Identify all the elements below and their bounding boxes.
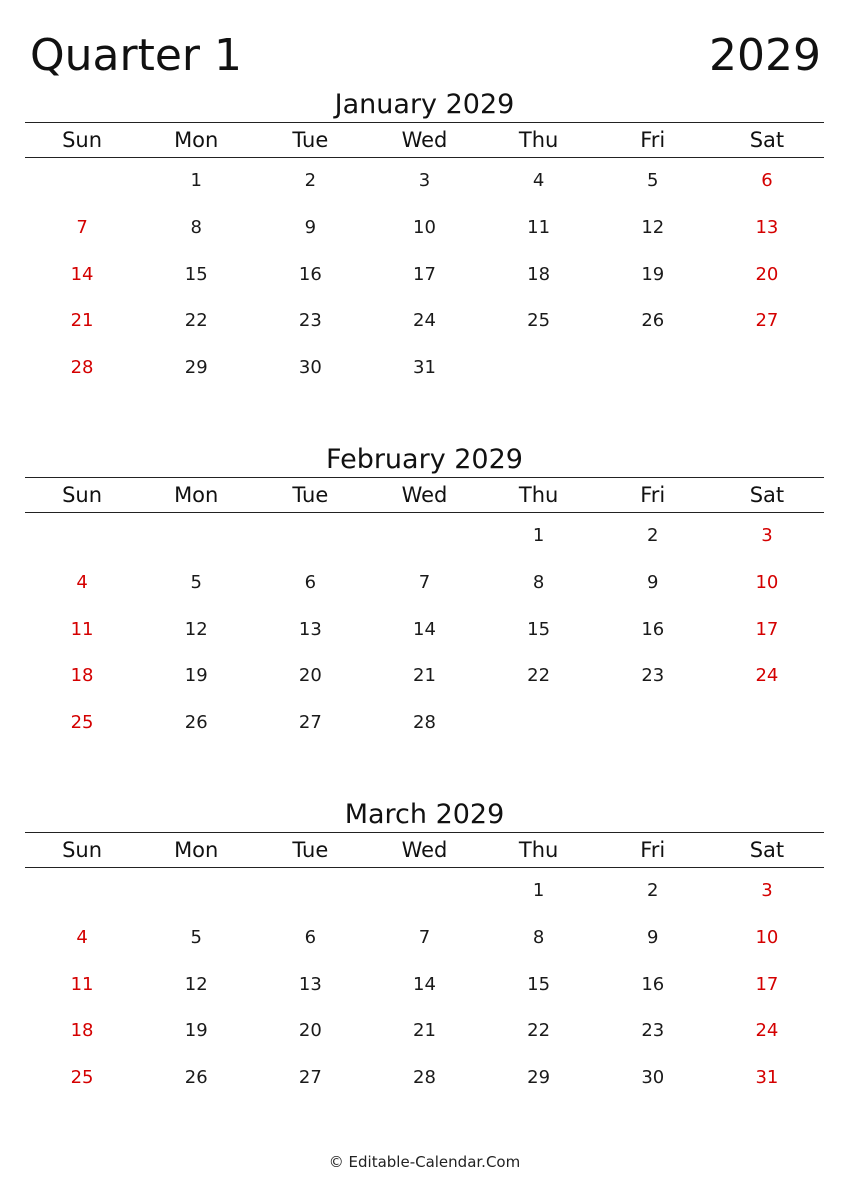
month-january: [25, 88, 824, 392]
month-february: [25, 443, 824, 747]
empty-day-cell: [253, 513, 367, 560]
day-cell: 26: [184, 712, 208, 734]
day-cell: 18: [70, 665, 94, 687]
day-cell: 29: [184, 357, 208, 379]
day-cell: 31: [413, 357, 436, 379]
weekday-sat: Sat: [749, 838, 785, 862]
empty-day-cell: [25, 158, 139, 205]
day-cell: 27: [298, 1067, 322, 1089]
day-cell: 12: [641, 216, 665, 238]
day-cell: 5: [647, 170, 659, 191]
day-cell: 11: [527, 216, 551, 238]
empty-day-cell: [253, 868, 367, 915]
day-cell: 23: [298, 310, 322, 332]
month-title: February 2029: [326, 444, 523, 475]
day-cell: 6: [761, 170, 773, 191]
weekday-tue: Tue: [292, 483, 329, 507]
day-cell: 19: [184, 665, 208, 687]
day-cell: 10: [413, 216, 436, 238]
day-cell: 25: [70, 712, 94, 734]
day-cell: 17: [413, 263, 436, 285]
day-cell: 14: [413, 973, 436, 995]
day-cell: 27: [755, 310, 779, 332]
weekday-wed: Wed: [401, 838, 448, 862]
day-cell: 4: [532, 170, 545, 191]
day-cell: 2: [647, 525, 659, 546]
weekday-tue: Tue: [292, 128, 329, 152]
weekday-sun: Sun: [62, 838, 103, 862]
weekday-sat: Sat: [749, 483, 785, 507]
day-cell: 7: [76, 216, 88, 238]
day-cell: 8: [532, 926, 545, 948]
weekday-wed: Wed: [401, 128, 448, 152]
day-cell: 20: [298, 665, 322, 687]
day-cell: 5: [190, 571, 202, 593]
weekday-fri: Fri: [640, 483, 666, 507]
weekday-wed: Wed: [401, 483, 448, 507]
year-title: 2029: [709, 30, 821, 81]
day-cell: 23: [641, 1020, 665, 1042]
day-cell: 9: [647, 926, 659, 948]
day-cell: 14: [413, 618, 436, 640]
day-cell: 4: [76, 571, 88, 593]
day-cell: 8: [190, 216, 202, 238]
day-cell: 29: [527, 1067, 551, 1089]
day-cell: 28: [70, 357, 94, 379]
day-cell: 16: [641, 618, 665, 640]
day-cell: 15: [527, 973, 551, 995]
day-cell: 19: [641, 263, 665, 285]
day-cell: 12: [184, 618, 208, 640]
day-cell: 3: [418, 170, 431, 191]
day-cell: 15: [184, 263, 208, 285]
day-cell: 28: [413, 712, 436, 734]
day-cell: 22: [527, 665, 551, 687]
day-cell: 13: [755, 216, 779, 238]
day-cell: 13: [298, 973, 322, 995]
weekday-fri: Fri: [640, 128, 666, 152]
empty-day-cell: [367, 868, 481, 915]
weekday-sat: Sat: [749, 128, 785, 152]
weekday-fri: Fri: [640, 838, 666, 862]
day-cell: 26: [184, 1067, 208, 1089]
weekday-header-row: [25, 832, 824, 868]
weekday-sun: Sun: [62, 483, 103, 507]
day-cell: 7: [418, 571, 431, 593]
day-cell: 6: [304, 571, 317, 593]
day-cell: 5: [190, 926, 202, 948]
month-title: January 2029: [334, 89, 515, 120]
day-grid: [25, 158, 824, 392]
day-cell: 9: [304, 216, 317, 238]
weekday-mon: Mon: [174, 838, 219, 862]
weekday-sun: Sun: [62, 128, 103, 152]
day-cell: 28: [413, 1067, 436, 1089]
day-cell: 20: [755, 263, 779, 285]
day-cell: 25: [527, 310, 551, 332]
day-cell: 18: [527, 263, 551, 285]
quarter-title: Quarter 1: [30, 30, 242, 81]
day-cell: 2: [304, 170, 317, 191]
day-cell: 20: [298, 1020, 322, 1042]
day-cell: 10: [755, 926, 779, 948]
day-cell: 17: [755, 973, 779, 995]
day-cell: 14: [70, 263, 94, 285]
day-cell: 31: [755, 1067, 779, 1089]
day-cell: 1: [532, 880, 545, 901]
day-cell: 30: [298, 357, 322, 379]
day-cell: 6: [304, 926, 317, 948]
day-grid: [25, 513, 824, 747]
weekday-thu: Thu: [518, 483, 559, 507]
day-grid: [25, 868, 824, 1102]
day-cell: 24: [413, 310, 436, 332]
weekday-thu: Thu: [518, 838, 559, 862]
day-cell: 1: [190, 170, 202, 191]
day-cell: 3: [761, 525, 773, 546]
day-cell: 10: [755, 571, 779, 593]
empty-day-cell: [139, 868, 253, 915]
day-cell: 16: [641, 973, 665, 995]
page-header: [30, 28, 821, 88]
month-title: March 2029: [344, 799, 505, 830]
weekday-mon: Mon: [174, 483, 219, 507]
day-cell: 1: [532, 525, 545, 546]
day-cell: 25: [70, 1067, 94, 1089]
month-march: [25, 798, 824, 1102]
day-cell: 13: [298, 618, 322, 640]
day-cell: 9: [647, 571, 659, 593]
day-cell: 22: [184, 310, 208, 332]
day-cell: 27: [298, 712, 322, 734]
day-cell: 4: [76, 926, 88, 948]
day-cell: 21: [70, 310, 94, 332]
weekday-mon: Mon: [174, 128, 219, 152]
day-cell: 19: [184, 1020, 208, 1042]
empty-day-cell: [25, 513, 139, 560]
day-cell: 8: [532, 571, 545, 593]
footer-credit: © Editable-Calendar.Com: [328, 1153, 521, 1171]
day-cell: 24: [755, 665, 779, 687]
day-cell: 7: [418, 926, 431, 948]
day-cell: 16: [298, 263, 322, 285]
day-cell: 3: [761, 880, 773, 901]
day-cell: 26: [641, 310, 665, 332]
empty-day-cell: [139, 513, 253, 560]
day-cell: 12: [184, 973, 208, 995]
day-cell: 21: [413, 665, 436, 687]
day-cell: 15: [527, 618, 551, 640]
day-cell: 24: [755, 1020, 779, 1042]
day-cell: 2: [647, 880, 659, 901]
empty-day-cell: [367, 513, 481, 560]
day-cell: 21: [413, 1020, 436, 1042]
day-cell: 11: [70, 618, 94, 640]
weekday-tue: Tue: [292, 838, 329, 862]
day-cell: 18: [70, 1020, 94, 1042]
empty-day-cell: [25, 868, 139, 915]
day-cell: 17: [755, 618, 779, 640]
day-cell: 11: [70, 973, 94, 995]
day-cell: 30: [641, 1067, 665, 1089]
day-cell: 22: [527, 1020, 551, 1042]
weekday-thu: Thu: [518, 128, 559, 152]
weekday-header-row: [25, 477, 824, 513]
weekday-header-row: [25, 122, 824, 158]
day-cell: 23: [641, 665, 665, 687]
